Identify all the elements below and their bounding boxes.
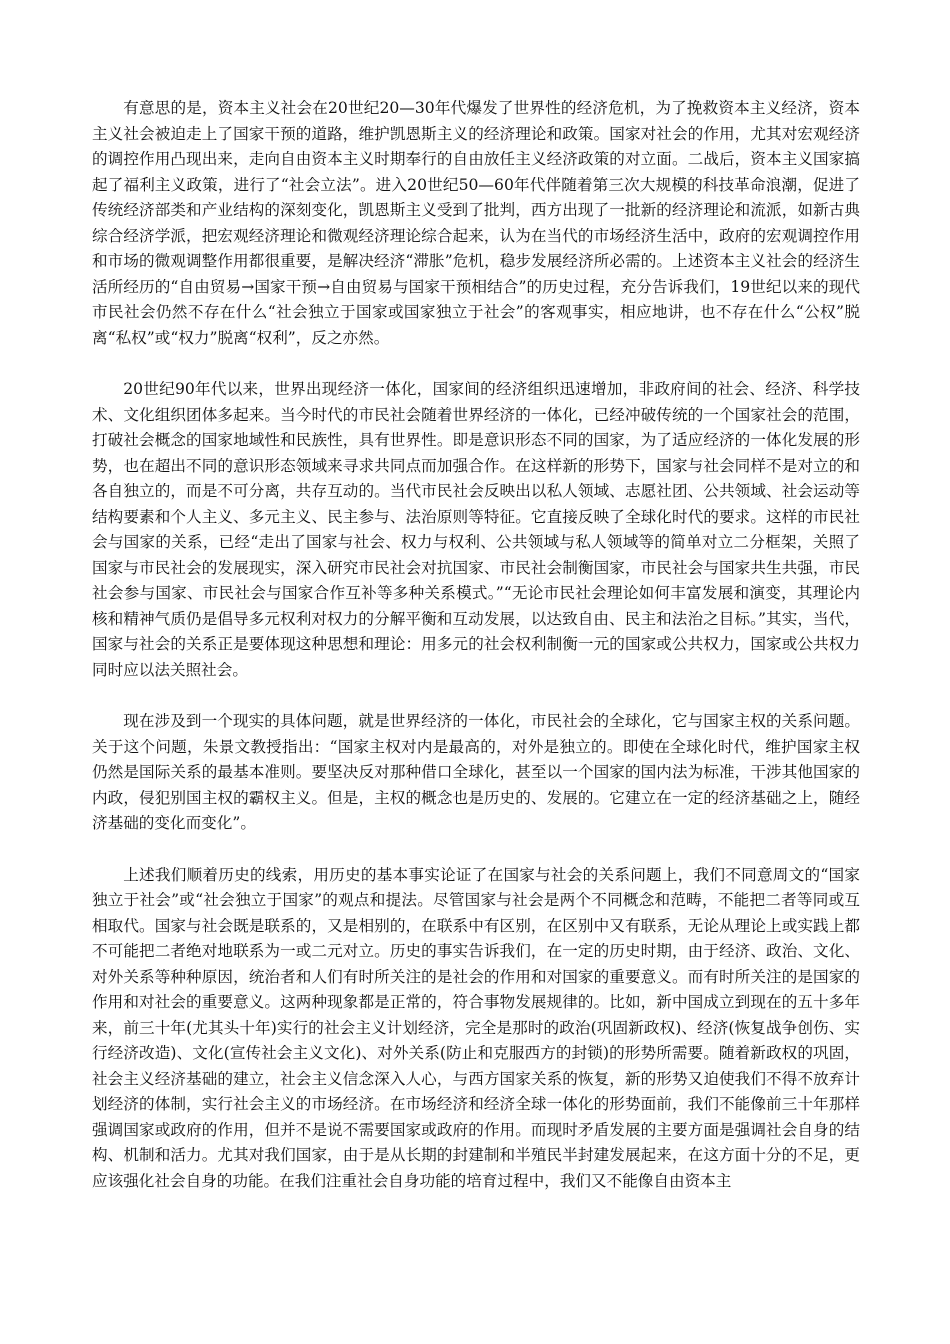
paragraph-3: 现在涉及到一个现实的具体问题，就是世界经济的一体化，市民社会的全球化，它与国家主权的关系问题。关于这个问题，朱景文教授指出：“国家主权对内是最高的，对外是独立的。即使在全球化时代，维护国家主权仍然是国际关系的最基本准则。要坚决反对那种借口全球化，甚至以一个国家的国内法为标准，干涉其他国家的内政，侵犯别国主权的霸权主义。但是，主权的概念也是历史的、发展的。它建立在一定的经济基础之上，随经济基础的变化而变化”。 — [92, 712, 860, 832]
paragraph-4: 上述我们顺着历史的线索，用历史的基本事实论证了在国家与社会的关系问题上，我们不同意周文的“国家独立于社会”或“社会独立于国家”的观点和提法。尽管国家与社会是两个不同概念和范畴，不能把二者等同或互相取代。国家与社会既是联系的，又是相别的，在联系中有区别，在区别中又有联系，无论从理论上或实践上都不可能把二者绝对地联系为一或二元对立。历史的事实告诉我们，在一定的历史时期，由于经济、政治、文化、对外关系等种种原因，统治者和人们有时所关注的是社会的作用和对国家的重要意义。而有时所关注的是国家的作用和对社会的重要意义。这两种现象都是正常的，符合事物发展规律的。比如，新中国成立到现在的五十多年来，前三十年(尤其头十年)实行的社会主义计划经济，完全是那时的政治(巩固新政权)、经济(恢复战争创伤、实行经济改造)、文化(宣传社会主义文化)、对外关系(防止和克服西方的封锁)的形势所需要。随着新政权的巩固，社会主义经济基础的建立，社会主义信念深入人心，与西方国家关系的恢复，新的形势又迫使我们不得不放弃计划经济的体制，实行社会主义的市场经济。在市场经济和经济全球一体化的形势面前，我们不能像前三十年那样强调国家或政府的作用，但并不是说不需要国家或政府的作用。而现时矛盾发展的主要方面是强调社会自身的结构、机制和活力。尤其对我们国家，由于是从长期的封建制和半殖民半封建发展起来，在这方面十分的不足，更应该强化社会自身的功能。在我们注重社会自身功能的培育过程中，我们又不能像自由资本主 — [92, 865, 860, 1190]
document-page — [92, 96, 860, 1194]
paragraph-2: 20世纪90年代以来，世界出现经济一体化，国家间的经济组织迅速增加，非政府间的社会、经济、科学技术、文化组织团体多起来。当今时代的市民社会随着世界经济的一体化，已经冲破传统的一个国家社会的范围，打破社会概念的国家地域性和民族性，具有世界性。即是意识形态不同的国家，为了适应经济的一体化发展的形势，也在超出不同的意识形态领域来寻求共同点而加强合作。在这样新的形势下，国家与社会同样不是对立的和各自独立的，而是不可分离，共存互动的。当代市民社会反映出以私人领域、志愿社团、公共领域、社会运动等结构要素和个人主义、多元主义、民主参与、法治原则等特征。它直接反映了全球化时代的要求。这样的市民社会与国家的关系，已经“走出了国家与社会、权力与权利、公共领域与私人领域等的简单对立二分框架，关照了国家与市民社会的发展现实，深入研究市民社会对抗国家、市民社会制衡国家，市民社会与国家共生共强，市民社会参与国家、市民社会与国家合作互补等多种关系模式。”“无论市民社会理论如何丰富发展和演变，其理论内核和精神气质仍是倡导多元权利对权力的分解平衡和互动发展，以达致自由、民主和法治之目标。”其实，当代，国家与社会的关系正是要体现这种思想和理论：用多元的社会权利制衡一元的国家或公共权力，国家或公共权力同时应以法关照社会。 — [92, 380, 860, 679]
paragraph-1: 有意思的是，资本主义社会在20世纪20—30年代爆发了世界性的经济危机，为了挽救资本主义经济，资本主义社会被迫走上了国家干预的道路，维护凯恩斯主义的经济理论和政策。国家对社会的作用，尤其对宏观经济的调控作用凸现出来，走向自由资本主义时期奉行的自由放任主义经济政策的对立面。二战后，资本主义国家搞起了福利主义政策，进行了“社会立法”。进入20世纪50—60年代伴随着第三次大规模的科技革命浪潮，促进了传统经济部类和产业结构的深刻变化，凯恩斯主义受到了批判，西方出现了一批新的经济理论和流派，如新古典综合经济学派，把宏观经济理论和微观经济理论综合起来，认为在当代的市场经济生活中，政府的宏观调控作用和市场的微观调整作用都很重要，是解决经济“滞胀”危机，稳步发展经济所必需的。上述资本主义社会的经济生活所经历的“自由贸易→国家干预→自由贸易与国家干预相结合”的历史过程，充分告诉我们，19世纪以来的现代市民社会仍然不存在什么“社会独立于国家或国家独立于社会”的客观事实，相应地讲，也不存在什么“公权”脱离“私权”或“权力”脱离“权利”，反之亦然。 — [92, 99, 860, 347]
